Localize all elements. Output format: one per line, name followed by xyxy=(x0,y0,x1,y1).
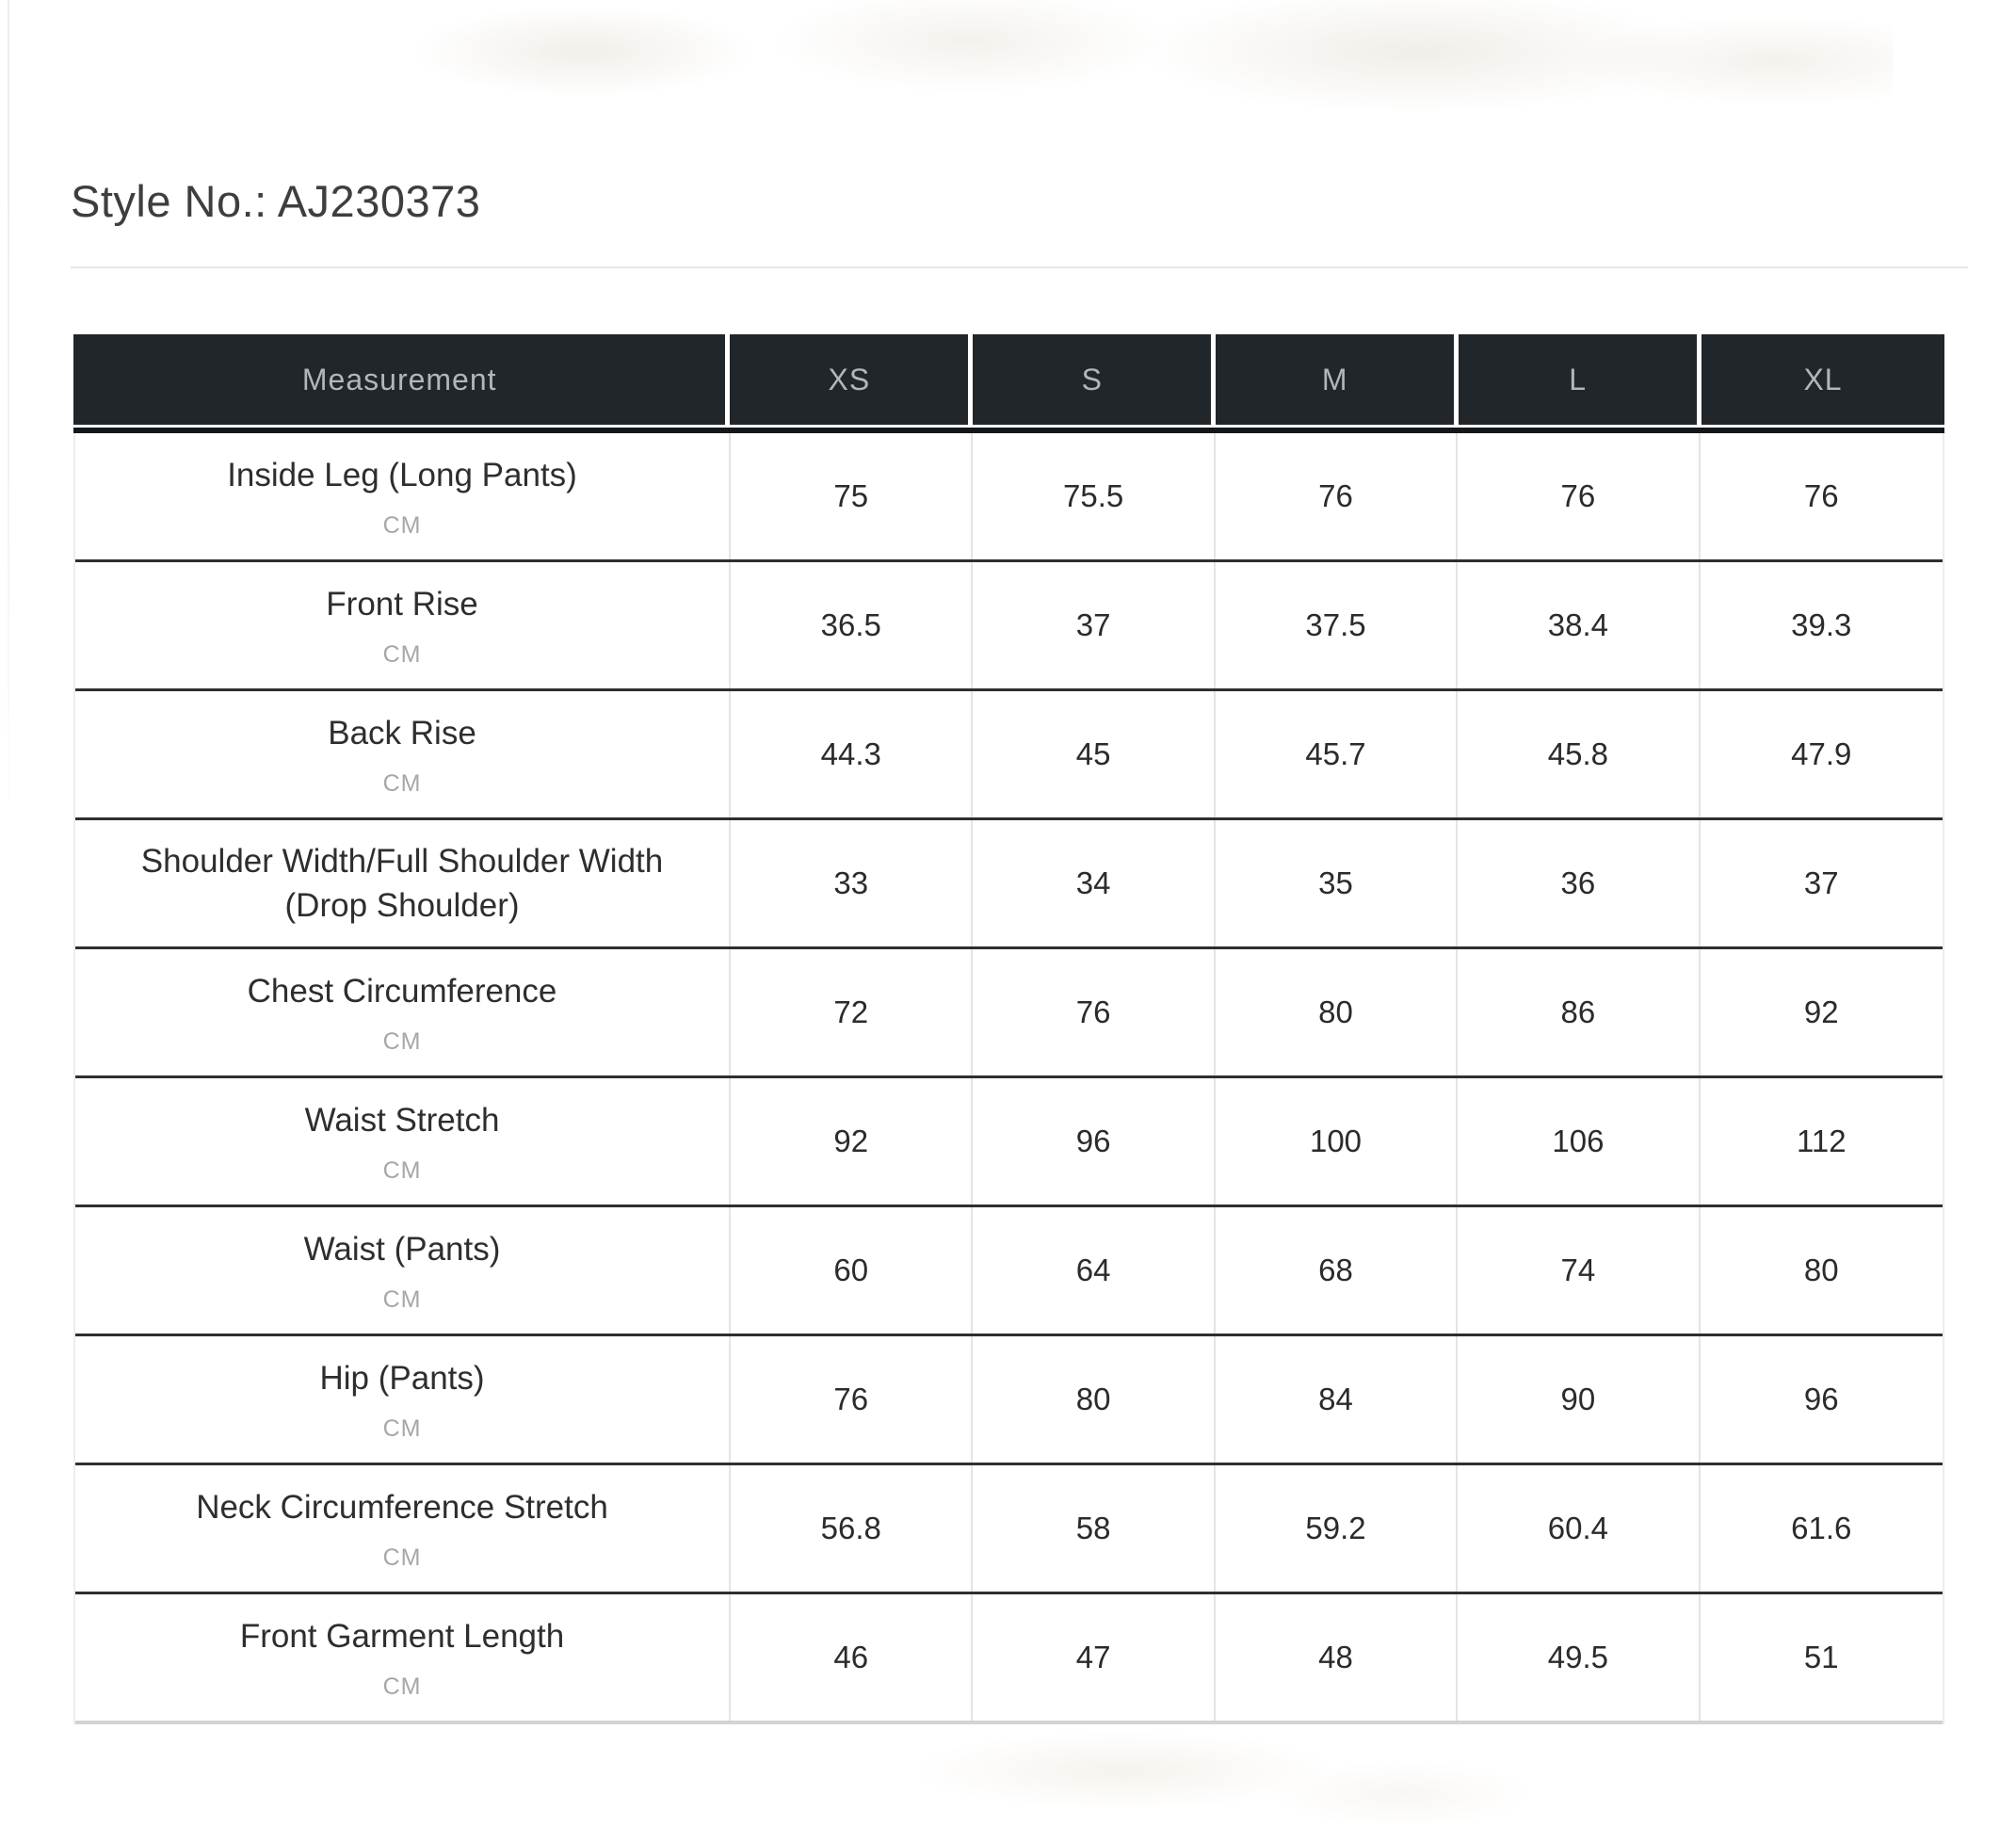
value-cell: 76 xyxy=(973,949,1215,1075)
value-cell: 86 xyxy=(1458,949,1700,1075)
table-row xyxy=(75,691,1943,820)
measurement-label: Neck Circumference Stretch xyxy=(196,1489,608,1527)
value-cell: 60.4 xyxy=(1458,1465,1700,1592)
value-cell: 45 xyxy=(973,691,1215,817)
unit-label: CM xyxy=(382,1156,422,1184)
value-cell: 92 xyxy=(731,1078,973,1204)
measurement-label: Back Rise xyxy=(328,715,476,752)
table-row xyxy=(75,562,1943,691)
measurement-label: Waist Stretch xyxy=(304,1102,500,1140)
column-header-measurement: Measurement xyxy=(73,334,730,428)
size-chart-table xyxy=(73,334,1944,1724)
table-row xyxy=(75,1465,1943,1594)
unit-label: CM xyxy=(382,1285,422,1313)
value-cell: 39.3 xyxy=(1791,607,1852,642)
value-cell: 44.3 xyxy=(731,691,973,817)
table-row xyxy=(75,1207,1943,1336)
table-header-row xyxy=(73,334,1944,433)
column-header-xs: XS xyxy=(730,334,973,428)
measurement-label: Chest Circumference xyxy=(247,973,557,1010)
value-cell: 45.8 xyxy=(1458,691,1700,817)
value-cell: 92 xyxy=(1803,994,1839,1029)
value-cell: 72 xyxy=(731,949,973,1075)
measurement-cell xyxy=(75,1207,731,1334)
value-cell: 36.5 xyxy=(731,562,973,688)
table-row xyxy=(75,1336,1943,1465)
table-row xyxy=(75,949,1943,1078)
unit-label: CM xyxy=(382,1544,422,1571)
unit-label: CM xyxy=(382,769,422,797)
unit-label: CM xyxy=(382,640,422,668)
value-cell: 37 xyxy=(973,562,1215,688)
value-cell: 106 xyxy=(1458,1078,1700,1204)
value-cell: 60 xyxy=(731,1207,973,1334)
value-cell: 37 xyxy=(1803,865,1839,900)
value-cell: 90 xyxy=(1458,1336,1700,1463)
value-cell: 75 xyxy=(731,433,973,559)
value-cell: 37.5 xyxy=(1216,562,1458,688)
measurement-label: Hip (Pants) xyxy=(319,1360,485,1398)
column-header-s: S xyxy=(973,334,1216,428)
value-cell: 36 xyxy=(1458,820,1700,946)
value-cell: 112 xyxy=(1796,1124,1847,1158)
value-cell: 33 xyxy=(731,820,973,946)
value-cell: 61.6 xyxy=(1791,1511,1852,1545)
measurement-label: Front Rise xyxy=(326,586,478,623)
measurement-cell xyxy=(75,1078,731,1204)
page-title: Style No.: AJ230373 xyxy=(71,176,481,226)
value-cell: 76 xyxy=(731,1336,973,1463)
measurement-cell xyxy=(75,691,731,817)
column-header-l: L xyxy=(1459,334,1702,428)
measurement-cell xyxy=(75,820,731,946)
value-cell: 76 xyxy=(1216,433,1458,559)
value-cell: 59.2 xyxy=(1216,1465,1458,1592)
value-cell: 68 xyxy=(1216,1207,1458,1334)
value-cell: 84 xyxy=(1216,1336,1458,1463)
table-row xyxy=(75,1078,1943,1207)
measurement-cell xyxy=(75,949,731,1075)
value-cell: 64 xyxy=(973,1207,1215,1334)
measurement-label: Shoulder Width/Full Shoulder Width (Drop Shoulder) xyxy=(140,842,664,924)
value-cell: 49.5 xyxy=(1458,1594,1700,1721)
value-cell: 76 xyxy=(1803,478,1839,513)
value-cell: 80 xyxy=(1803,1253,1839,1287)
value-cell: 80 xyxy=(1216,949,1458,1075)
measurement-cell xyxy=(75,1336,731,1463)
value-cell: 34 xyxy=(973,820,1215,946)
value-cell: 38.4 xyxy=(1458,562,1700,688)
value-cell: 75.5 xyxy=(973,433,1215,559)
column-header-m: M xyxy=(1216,334,1459,428)
column-header-xl: XL xyxy=(1702,334,1944,428)
title-divider xyxy=(71,267,1968,268)
unit-label: CM xyxy=(382,511,422,539)
value-cell: 58 xyxy=(973,1465,1215,1592)
table-row xyxy=(75,433,1943,562)
value-cell: 47 xyxy=(973,1594,1215,1721)
measurement-label: Inside Leg (Long Pants) xyxy=(227,457,577,494)
value-cell: 76 xyxy=(1458,433,1700,559)
measurement-label: Waist (Pants) xyxy=(303,1231,501,1269)
artifact-smudge-bottom xyxy=(829,1723,1563,1841)
value-cell: 46 xyxy=(731,1594,973,1721)
value-cell: 35 xyxy=(1216,820,1458,946)
measurement-cell xyxy=(75,1594,731,1721)
unit-label: CM xyxy=(382,1415,422,1442)
table-row xyxy=(75,820,1943,949)
measurement-cell xyxy=(75,562,731,688)
measurement-cell xyxy=(75,1465,731,1592)
value-cell: 51 xyxy=(1803,1640,1839,1674)
table-row xyxy=(75,1594,1943,1724)
measurement-cell xyxy=(75,433,731,559)
value-cell: 45.7 xyxy=(1216,691,1458,817)
value-cell: 96 xyxy=(1803,1382,1839,1416)
unit-label: CM xyxy=(382,1027,422,1055)
value-cell: 96 xyxy=(973,1078,1215,1204)
value-cell: 100 xyxy=(1216,1078,1458,1204)
value-cell: 74 xyxy=(1458,1207,1700,1334)
value-cell: 48 xyxy=(1216,1594,1458,1721)
value-cell: 47.9 xyxy=(1791,736,1852,771)
unit-label: CM xyxy=(382,1673,422,1700)
table-body xyxy=(73,433,1944,1724)
value-cell: 80 xyxy=(973,1336,1215,1463)
value-cell: 56.8 xyxy=(731,1465,973,1592)
measurement-label: Front Garment Length xyxy=(239,1618,565,1656)
